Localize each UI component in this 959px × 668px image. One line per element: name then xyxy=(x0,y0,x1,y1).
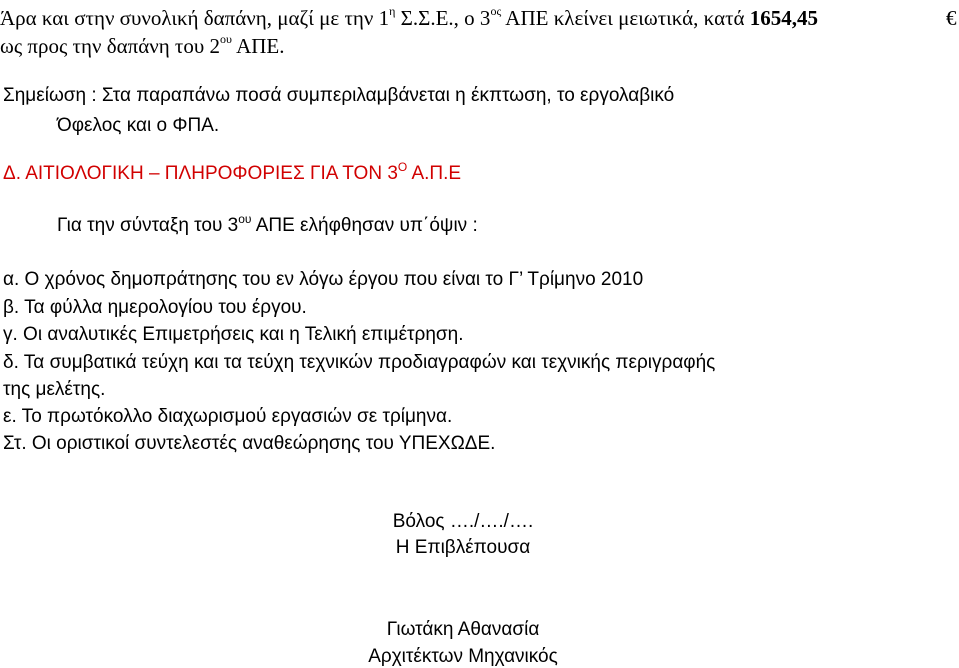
signature-title: Αρχιτέκτων Μηχανικός xyxy=(368,646,558,667)
superscript: η xyxy=(389,4,396,18)
superscript: ου xyxy=(220,32,232,46)
superscript: ου xyxy=(238,212,252,226)
heading-text: Δ. ΑΙΤΙΟΛΟΓΙΚΗ – ΠΛΗΡΟΦΟΡΙΕΣ ΓΙΑ ΤΟΝ 3 xyxy=(3,163,398,184)
list-item-c: γ. Οι αναλυτικές Επιμετρήσεις και η Τελική επιμέτρηση. xyxy=(3,324,464,345)
paragraph-line-1 xyxy=(0,4,819,30)
text-fragment: ΑΠΕ κλείνει μειωτικά, κατά xyxy=(501,6,750,30)
note-line-2: Όφελος και ο ΦΠΑ. xyxy=(57,115,220,136)
list-item-b: β. Τα φύλλα ημερολογίου του έργου. xyxy=(3,297,307,318)
note-line-1: Σημείωση : Στα παραπάνω ποσά συμπεριλαμβάνεται η έκπτωση, το εργολαβικό xyxy=(3,85,675,106)
paragraph-line-2 xyxy=(0,32,285,58)
text-fragment: ΑΠΕ. xyxy=(231,34,285,58)
section-intro xyxy=(57,212,478,236)
superscript: ος xyxy=(490,4,502,18)
superscript: Ο xyxy=(397,160,408,174)
list-item-st: Στ. Οι οριστικοί συντελεστές αναθεώρησης του ΥΠΕΧΩΔΕ. xyxy=(3,433,496,454)
list-item-d: δ. Τα συμβατικά τεύχη και τα τεύχη τεχνικών προδιαγραφών και τεχνικής περιγραφής xyxy=(3,352,716,373)
text-fragment: Σ.Σ.Ε., ο 3 xyxy=(395,6,491,30)
list-item-d-continued: της μελέτης. xyxy=(3,379,106,400)
text-fragment: Άρα και στην συνολική δαπάνη, μαζί με την 1 xyxy=(0,6,390,30)
section-heading xyxy=(3,160,462,184)
text-fragment: Για την σύνταξη του 3 xyxy=(57,215,239,236)
amount-value: 1654,45 xyxy=(749,6,819,30)
signature-name: Γιωτάκη Αθανασία xyxy=(386,619,540,640)
signature-role: Η Επιβλέπουσα xyxy=(395,537,531,558)
currency-symbol: € xyxy=(946,6,957,30)
signature-place-date: Βόλος …./…./…. xyxy=(392,511,534,532)
text-fragment: ΑΠΕ ελήφθησαν υπ΄όψιν : xyxy=(251,215,478,236)
text-fragment: ως προς την δαπάνη του 2 xyxy=(0,34,221,58)
heading-text: Α.Π.Ε xyxy=(407,163,462,184)
list-item-e: ε. Το πρωτόκολλο διαχωρισμού εργασιών σε τρίμηνα. xyxy=(3,406,453,427)
list-item-a: α. Ο χρόνος δημοπράτησης του εν λόγω έργου που είναι το Γ’ Τρίμηνο 2010 xyxy=(3,269,644,290)
